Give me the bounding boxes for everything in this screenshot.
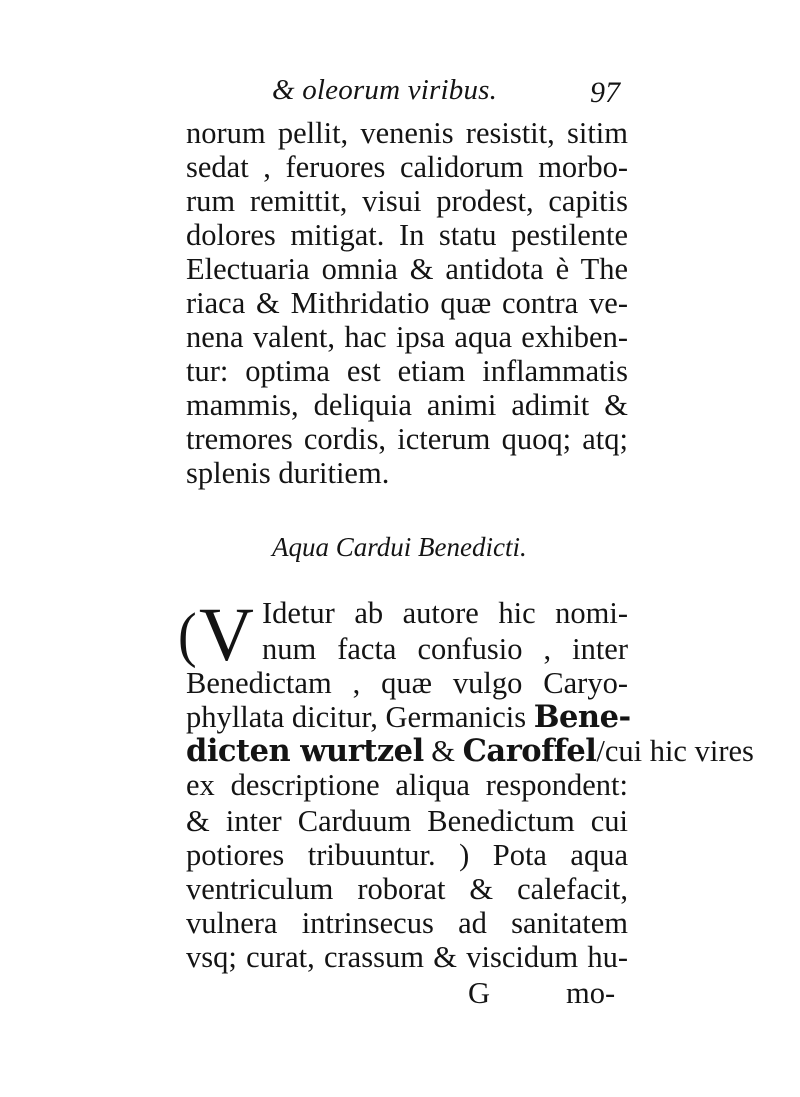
blackletter-text: Caroffel [462,733,597,769]
running-title: & oleorum viribus. [272,74,498,106]
text-line: tremores cordis, icterum quoq; atq; [186,422,628,456]
text-segment: phyllata dicitur, Germanicis [186,700,527,734]
text-line: ventriculum roborat & calefacit, [186,872,628,906]
text-line: Benedictam , quæ vulgo Caryo- [186,666,628,700]
text-line: splenis duritiem. [186,456,390,490]
text-line: tur: optima est etiam inflammatis [186,354,628,388]
opening-parenthesis: ( [178,600,197,670]
text-line: sedat , feruores calidorum morbo- [186,150,628,184]
blackletter-text: dicten wurtzel [186,733,424,769]
text-line: Idetur ab autore hic nomi- [262,596,628,630]
text-line: num facta confusio , inter [262,632,628,666]
text-line: riaca & Mithridatio quæ contra ve- [186,286,628,320]
text-line: vsq; curat, crassum & viscidum hu- [186,940,628,974]
text-line: dolores mitigat. In statu pestilente [186,218,628,252]
text-segment: /cui hic vires [596,734,754,768]
text-line [186,699,631,735]
text-segment: & [423,734,463,768]
drop-cap: V [199,593,254,677]
text-line: Electuaria omnia & antidota è The [186,252,628,286]
text-line: nena valent, hac ipsa aqua exhiben- [186,320,628,354]
text-line: potiores tribuuntur. ) Pota aqua [186,838,628,872]
catchword: mo- [566,976,616,1010]
page-number: 97 [590,76,620,109]
text-line: norum pellit, venenis resistit, sitim [186,116,628,150]
running-head [0,0,800,120]
text-line: ex descriptione aliqua respondent: [186,768,628,802]
text-line [186,733,754,769]
section-heading: Aqua Cardui Benedicti. [272,532,527,562]
text-line: & inter Carduum Benedictum cui [186,804,628,838]
signature-mark: G [468,976,491,1010]
text-line: mammis, deliquia animi adimit & [186,388,628,422]
text-line: rum remittit, visui prodest, capitis [186,184,628,218]
text-line: vulnera intrinsecus ad sanitatem [186,906,628,940]
blackletter-text: Bene- [533,699,631,735]
